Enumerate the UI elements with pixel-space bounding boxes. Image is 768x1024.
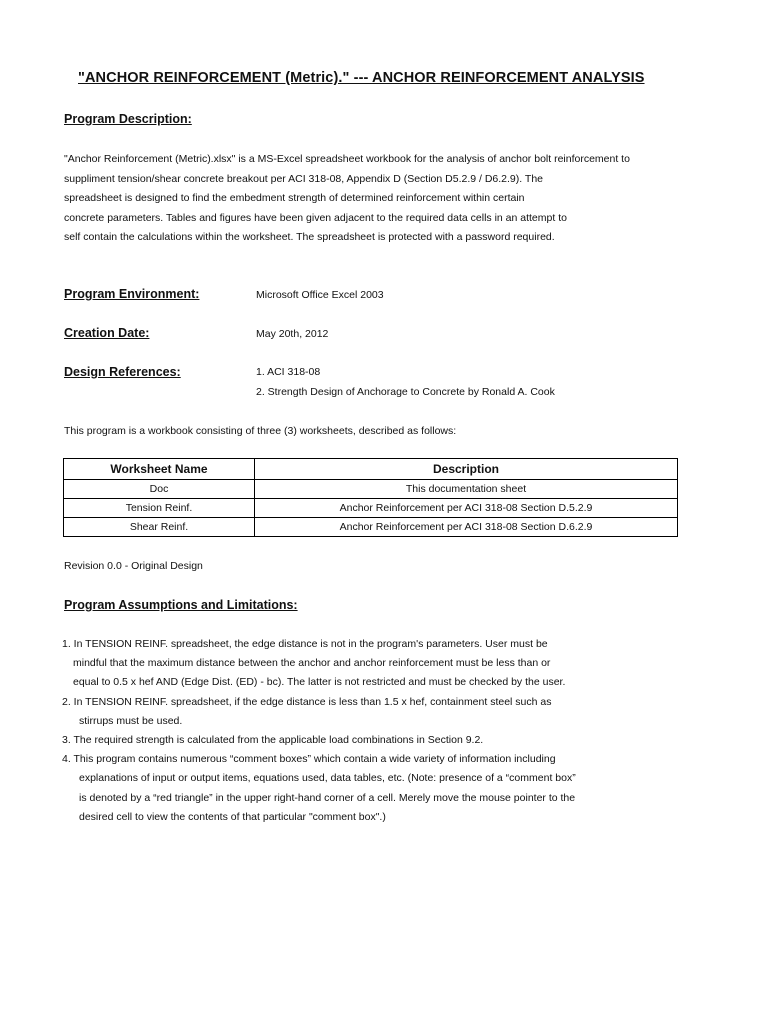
table-header-cell: Description [255,459,678,480]
assumption-line: 3. The required strength is calculated from the applicable load combinations in Section 9.2. [62,733,484,746]
assumptions-heading: Program Assumptions and Limitations: [64,598,298,612]
table-cell: Anchor Reinforcement per ACI 318-08 Section D.6.2.9 [255,518,678,537]
assumption-line: equal to 0.5 x hef AND (Edge Dist. (ED) - bc). The latter is not restricted and must be checked by the user. [73,676,566,689]
description-line: self contain the calculations within the worksheet. The spreadsheet is protected with a password required. [64,231,555,243]
description-line: suppliment tension/shear concrete breakout per ACI 318-08, Appendix D (Section D5.2.9 / D6.2.9). The [64,172,544,185]
revision-note: Revision 0.0 - Original Design [64,560,203,572]
workbook-intro: This program is a workbook consisting of three (3) worksheets, described as follows: [64,425,457,437]
assumption-line: 4. This program contains numerous “comment boxes” which contain a wide variety of information including [62,753,556,766]
assumption-line: desired cell to view the contents of that particular "comment box".) [79,810,386,823]
assumption-line: 2. In TENSION REINF. spreadsheet, if the edge distance is less than 1.5 x hef, containment steel such as [62,695,552,708]
design-reference-item: 1. ACI 318-08 [256,366,321,378]
table-row [64,499,678,518]
assumption-line: explanations of input or output items, equations used, data tables, etc. (Note: presence of a “comment box” [79,772,576,785]
table-row [64,518,678,537]
table-cell: This documentation sheet [255,480,678,499]
description-line: spreadsheet is designed to find the embedment strength of determined reinforcement within certain [64,192,525,204]
table-row [64,480,678,499]
assumptions-list [62,635,576,827]
assumption-line: 1. In TENSION REINF. spreadsheet, the edge distance is not in the program's parameters. User must be [62,638,548,650]
program-description-paragraph [64,150,630,248]
creation-date-label: Creation Date: [64,326,150,340]
program-environment-value: Microsoft Office Excel 2003 [256,289,384,301]
creation-date-value: May 20th, 2012 [256,328,329,340]
description-line: concrete parameters. Tables and figures have been given adjacent to the required data cells in an attempt to [64,211,567,224]
assumption-line: stirrups must be used. [79,714,183,727]
table-header-cell: Worksheet Name [64,459,255,480]
assumption-line: mindful that the maximum distance between the anchor and anchor reinforcement must be less than or [73,657,551,670]
description-line: "Anchor Reinforcement (Metric).xlsx" is a MS-Excel spreadsheet workbook for the analysis of anchor bolt reinforcement to [64,153,630,165]
table-cell: Doc [64,480,255,499]
table-cell: Shear Reinf. [64,518,255,537]
program-description-heading: Program Description: [64,112,192,126]
design-reference-item: 2. Strength Design of Anchorage to Concrete by Ronald A. Cook [256,386,555,398]
program-environment-label: Program Environment: [64,287,200,301]
table-cell: Tension Reinf. [64,499,255,518]
assumption-line: is denoted by a “red triangle” in the upper right-hand corner of a cell. Merely move the mouse pointer to the [79,791,576,804]
document-title: "ANCHOR REINFORCEMENT (Metric)." --- ANCHOR REINFORCEMENT ANALYSIS [78,70,645,86]
worksheet-table [63,458,678,537]
table-header-row [64,459,678,480]
design-references-label: Design References: [64,365,181,379]
table-cell: Anchor Reinforcement per ACI 318-08 Section D.5.2.9 [255,499,678,518]
